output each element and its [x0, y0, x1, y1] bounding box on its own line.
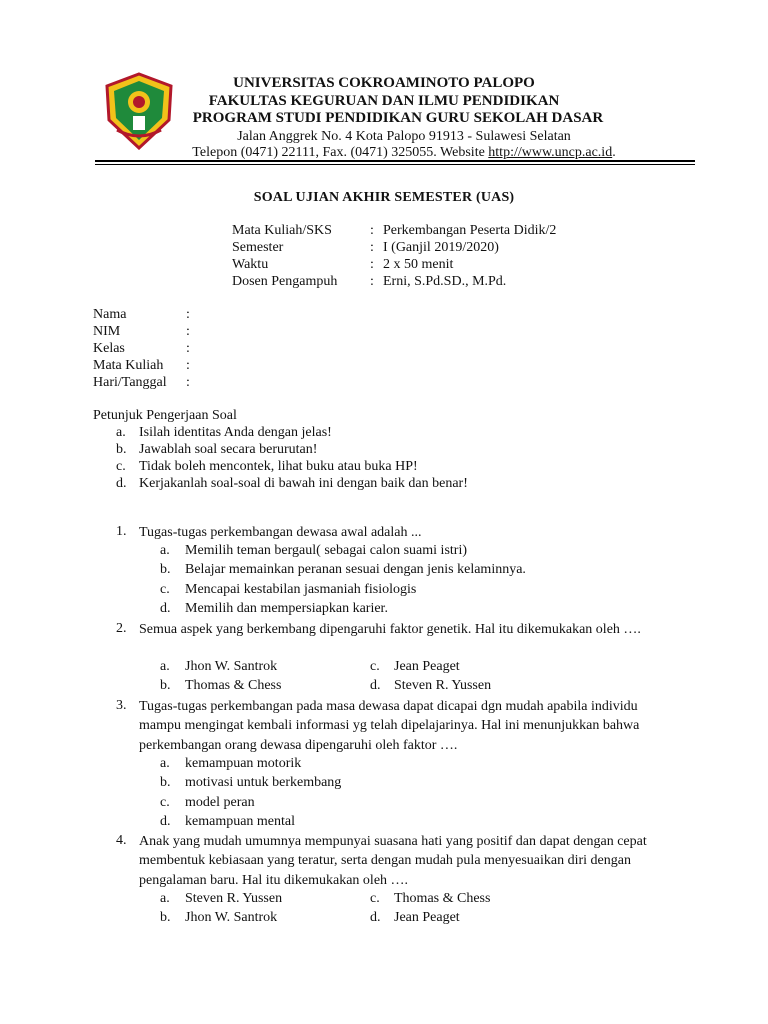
question-text: Semua aspek yang berkembang dipengaruhi faktor genetik. Hal itu dikemukakan oleh …. — [139, 622, 641, 637]
option-text: Memilih dan mempersiapkan karier. — [185, 600, 388, 616]
instruction-text: Tidak boleh mencontek, lihat buku atau buka HP! — [139, 459, 418, 474]
option-letter: c. — [370, 891, 380, 906]
option-letter: a. — [160, 659, 170, 674]
option-letter: a. — [160, 756, 170, 771]
question-number: 4. — [116, 833, 127, 848]
identity-label: Nama — [93, 307, 127, 322]
website-link[interactable]: http://www.uncp.ac.id — [488, 145, 613, 160]
question-text: Anak yang mudah umumnya mempunyai suasana hati yang positif dan dapat dengan cepat membentuk kebiasaan yang teratur, serta dengan mudah pula menyesuaikan diri dengan pengalaman baru. Hal itu dikemukakan oleh …. — [139, 834, 647, 888]
identity-label: Mata Kuliah — [93, 358, 164, 373]
option-text: Jean Peaget — [394, 910, 460, 926]
option-letter: b. — [160, 562, 171, 578]
option-text: Thomas & Chess — [185, 678, 282, 694]
option-text: Mencapai kestabilan jasmaniah fisiologis — [185, 581, 417, 597]
faculty-name: FAKULTAS KEGURUAN DAN ILMU PENDIDIKAN — [208, 93, 560, 109]
identity-colon: : — [186, 358, 190, 373]
identity-colon: : — [186, 341, 190, 356]
info-colon: : — [370, 257, 374, 272]
info-key: Dosen Pengampuh — [232, 274, 338, 289]
option-letter: b. — [160, 678, 171, 694]
option-letter: d. — [160, 600, 171, 616]
instruction-letter: c. — [116, 459, 126, 474]
option-text: Memilih teman bergaul( sebagai calon suami istri) — [185, 543, 467, 558]
option-letter: d. — [370, 910, 381, 926]
option-letter: c. — [160, 794, 170, 810]
option-letter: c. — [160, 581, 170, 597]
option-text: Steven R. Yussen — [185, 891, 283, 906]
info-value: I (Ganjil 2019/2020) — [383, 240, 499, 255]
question-text: Tugas-tugas perkembangan dewasa awal adalah ... — [139, 525, 422, 540]
identity-colon: : — [186, 324, 190, 339]
option-text: Jean Peaget — [394, 659, 460, 674]
option-letter: a. — [160, 543, 170, 558]
program-name: PROGRAM STUDI PENDIDIKAN GURU SEKOLAH DASAR — [192, 110, 604, 126]
identity-colon: : — [186, 307, 190, 322]
option-letter: c. — [370, 659, 380, 674]
info-key: Mata Kuliah/SKS — [232, 223, 332, 238]
question-number: 3. — [116, 698, 127, 713]
exam-title: SOAL UJIAN AKHIR SEMESTER (UAS) — [253, 190, 515, 205]
instruction-text: Jawablah soal secara berurutan! — [139, 442, 318, 457]
option-text: kemampuan mental — [185, 813, 296, 829]
contact-line — [20, 144, 768, 161]
header-divider-thick — [95, 160, 695, 162]
option-text: model peran — [185, 794, 255, 810]
phone-fax: Telepon (0471) 22111, Fax. (0471) 325055. Website — [192, 145, 489, 160]
info-colon: : — [370, 223, 374, 238]
header-divider-thin — [95, 164, 695, 165]
option-letter: d. — [160, 813, 171, 829]
info-key: Semester — [232, 240, 284, 255]
info-value: 2 x 50 menit — [383, 257, 454, 272]
instruction-letter: b. — [116, 442, 127, 457]
info-key: Waktu — [232, 257, 269, 272]
option-text: Thomas & Chess — [394, 891, 491, 906]
info-colon: : — [370, 274, 374, 289]
identity-label: Hari/Tanggal — [93, 375, 167, 390]
option-text: Jhon W. Santrok — [185, 659, 278, 674]
question-text: Tugas-tugas perkembangan pada masa dewasa dapat dicapai dgn mudah apabila individu mampu mengingat kembali informasi yg telah dipelajarinya. Hal ini menunjukkan bahwa perkembangan orang dewasa dipengaruhi oleh faktor …. — [139, 699, 640, 753]
option-text: Jhon W. Santrok — [185, 910, 278, 926]
option-letter: a. — [160, 891, 170, 906]
option-text: kemampuan motorik — [185, 756, 302, 771]
option-letter: b. — [160, 775, 171, 791]
instruction-text: Isilah identitas Anda dengan jelas! — [139, 425, 332, 440]
option-text: Belajar memainkan peranan sesuai dengan jenis kelaminnya. — [185, 562, 526, 578]
option-letter: b. — [160, 910, 171, 926]
instruction-letter: d. — [116, 476, 127, 491]
instruction-letter: a. — [116, 425, 126, 440]
university-name: UNIVERSITAS COKROAMINOTO PALOPO — [233, 75, 535, 91]
identity-colon: : — [186, 375, 190, 390]
contact-end: . — [612, 145, 616, 160]
info-colon: : — [370, 240, 374, 255]
instruction-text: Kerjakanlah soal-soal di bawah ini dengan baik dan benar! — [139, 476, 468, 491]
question-number: 1. — [116, 524, 127, 539]
option-letter: d. — [370, 678, 381, 694]
info-value: Perkembangan Peserta Didik/2 — [383, 223, 557, 238]
question-number: 2. — [116, 621, 127, 636]
option-text: motivasi untuk berkembang — [185, 775, 342, 791]
address: Jalan Anggrek No. 4 Kota Palopo 91913 - Sulawesi Selatan — [237, 129, 571, 144]
instructions-title: Petunjuk Pengerjaan Soal — [93, 408, 237, 423]
identity-label: Kelas — [93, 341, 125, 356]
identity-label: NIM — [93, 324, 121, 339]
info-value: Erni, S.Pd.SD., M.Pd. — [383, 274, 507, 289]
option-text: Steven R. Yussen — [394, 678, 492, 694]
